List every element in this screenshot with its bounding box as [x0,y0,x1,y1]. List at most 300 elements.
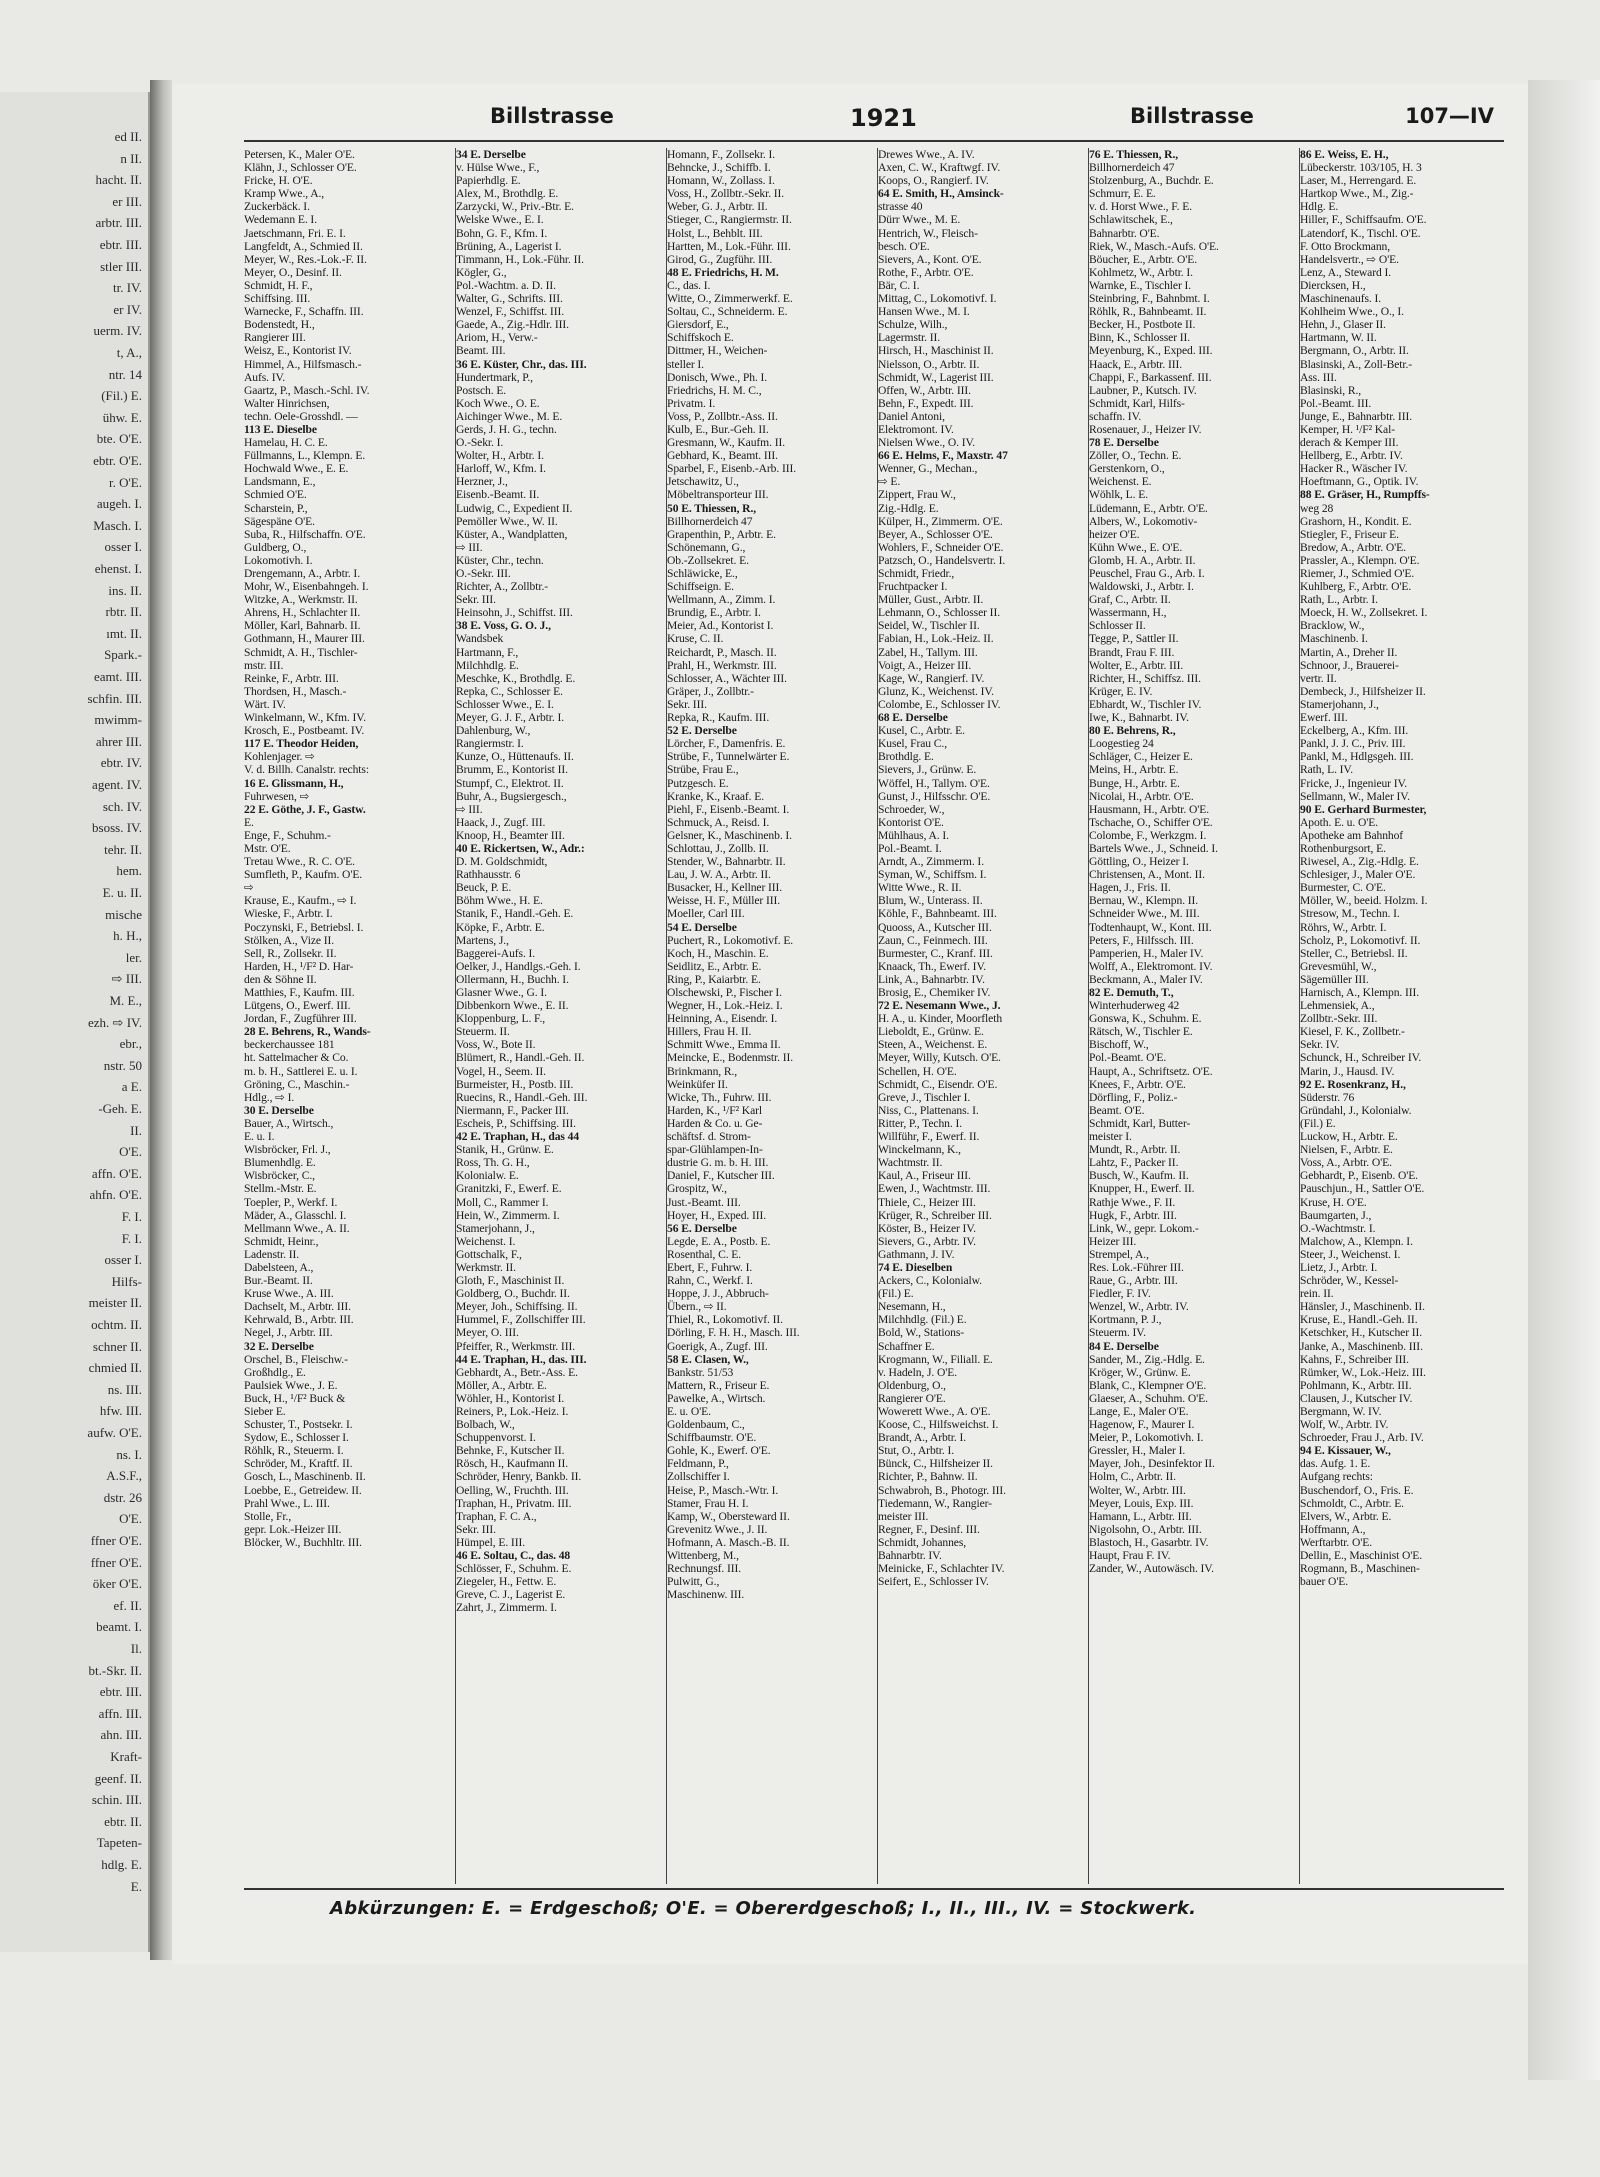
directory-entry: Alex, M., Brothdlg. E. [456,187,559,201]
directory-entry: Wellmann, A., Zimm. I. [667,593,776,607]
directory-entry: Ass. III. [1300,370,1337,384]
directory-entry: Hamann, L., Arbtr. III. [1089,1509,1192,1523]
previous-page-edge [0,92,150,1952]
directory-entry: Meier, Ad., Kontorist I. [667,619,774,633]
previous-page-fragment: arbtr. III. [95,215,142,231]
directory-entry: Schmidt, Johannes, [878,1535,967,1549]
directory-entry: Schönemann, G., [667,540,746,554]
directory-entry: Eckelberg, A., Kfm. III. [1300,724,1409,738]
directory-entry: Wicke, Th., Fuhrw. III. [667,1090,772,1104]
directory-entry: Milchhdlg. E. [456,658,519,672]
directory-entry: meister I. [1089,1130,1132,1144]
previous-page-fragment: O'E. [119,1144,142,1160]
directory-entry: Postsch. E. [456,383,507,397]
directory-entry: Brosig, E., Chemiker IV. [878,986,991,999]
directory-entry: Blum, W., Unterass. II. [878,894,983,908]
directory-entry: Rosenthal, C. E. [667,1247,742,1261]
directory-entry: Schläger, C., Heizer E. [1089,750,1193,764]
directory-entry: Heise, P., Masch.-Wtr. I. [667,1483,779,1497]
directory-entry: Greve, J., Tischler I. [878,1090,971,1104]
directory-entry: O.-Sekr. I. [456,436,504,450]
directory-entry: Schmidt, H. F., [244,278,313,292]
previous-page-fragment: (Fil.) E. [101,388,142,404]
directory-entry: Wachtmstr. II. [878,1156,943,1170]
house-number-entry: 76 E. Thiessen, R., [1089,148,1179,161]
directory-entry: Hamelau, H. C. E. [244,436,328,450]
directory-entry: Schmidt, Heinr., [244,1234,319,1248]
directory-entry: Kortmann, P. J., [1089,1313,1162,1327]
directory-entry: Witte Wwe., R. II. [878,881,962,895]
previous-page-fragment: r. O'E. [108,474,142,490]
directory-entry: Mühlhaus, A. I. [878,828,949,842]
directory-entry: Schroeder, W., [878,802,945,816]
directory-entry: Homann, F., Zollsekr. I. [667,148,776,161]
directory-entry: Pol.-Beamt. III. [1300,396,1372,410]
directory-entry: Schmidt, Karl, Hilfs- [1089,396,1185,410]
directory-entry: Stanik, F., Handl.-Geh. E. [456,907,574,921]
directory-entry: Zollbtr.-Sekr. III. [1300,1012,1378,1026]
directory-entry: Gohle, K., Ewerf. O'E. [667,1444,771,1458]
directory-entry: Böucher, E., Arbtr. O'E. [1089,252,1198,266]
directory-entry: Voss, W., Bote II. [456,1038,536,1052]
directory-entry: Chappi, F., Barkassenf. III. [1089,370,1212,384]
house-number-entry: 40 E. Rickertsen, W., Adr.: [456,841,585,855]
directory-entry: m. b. H., Sattlerei E. u. I. [244,1064,358,1078]
abbreviations-legend: Abkürzungen: E. = Erdgeschoß; O'E. = Obererdgeschoß; I., II., III., IV. = Stockwerk. [330,1898,1197,1919]
directory-entry: Bolbach, W., [456,1418,515,1432]
directory-entry: Greve, C. J., Lagerist E. [456,1588,566,1602]
directory-entry: (Fil.) E. [1300,1116,1336,1130]
directory-entry: Holm, C., Arbtr. II. [1089,1470,1176,1484]
directory-entry: Schlawitschek, E., [1089,213,1173,227]
directory-entry: Ebert, F., Fuhrw. I. [667,1260,753,1274]
directory-entry: Stolzenburg, A., Buchdr. E. [1089,174,1214,188]
book-gutter [150,80,172,1960]
directory-entry: Tschache, O., Schiffer O'E. [1089,815,1213,829]
directory-entry: Lenz, A., Steward I. [1300,265,1392,279]
directory-entry: Link, A., Bahnarbtr. IV. [878,972,985,986]
house-number-entry: 32 E. Derselbe [244,1339,314,1353]
directory-entry: Mohr, W., Eisenbahngeh. I. [244,580,369,594]
directory-entry: Bernau, W., Klempn. II. [1089,894,1199,908]
directory-entry: Hartten, M., Lok.-Führ. III. [667,239,791,253]
previous-page-fragment: M. E., [109,993,142,1008]
directory-entry: Wärt. IV. [244,697,286,711]
directory-entry: Brumm, E., Kontorist II. [456,763,568,777]
directory-entry: Mundt, R., Arbtr. II. [1089,1143,1181,1157]
previous-page-fragment: ed II. [114,129,142,144]
previous-page-fragment: ahfn. O'E. [89,1187,142,1203]
directory-entry: Bergmann, W. IV. [1300,1405,1382,1418]
previous-page-fragment: osser I. [104,1252,142,1268]
directory-entry: Thiel, R., Lokomotivf. II. [667,1313,783,1327]
directory-entry: Knupper, H., Ewerf. II. [1089,1182,1195,1196]
directory-entry: Zarzycki, W., Priv.-Btr. E. [456,200,574,214]
previous-page-fragment: beamt. I. [96,1619,142,1635]
house-number-entry: 117 E. Theodor Heiden, [244,737,359,751]
house-number-entry: 86 E. Weiss, E. H., [1300,148,1389,161]
directory-entry: Werkmstr. II. [456,1260,516,1274]
directory-entry: Hoeftmann, G., Optik. IV. [1300,475,1419,489]
directory-entry: Niss, C., Plattenans. I. [878,1103,979,1117]
directory-entry: Ziegeler, H., Fettw. E. [456,1575,557,1589]
directory-entry: Bünck, C., Hilfsheizer II. [878,1457,993,1471]
directory-entry: Dittmer, H., Weichen- [667,344,768,358]
directory-entry: Hein, W., Zimmerm. I. [456,1208,560,1222]
directory-entry: Böhm Wwe., H. E. [456,894,543,908]
directory-entry: Goldberg, O., Buchdr. II. [456,1287,570,1301]
directory-entry: Negel, J., Arbtr. III. [244,1326,333,1340]
directory-entry: H. A., u. Kinder, Moorfleth [878,1012,1003,1026]
house-number-entry: 36 E. Küster, Chr., das. III. [456,357,587,371]
directory-entry: Ruecins, R., Handl.-Geh. III. [456,1090,588,1104]
directory-entry: Blümert, R., Handl.-Geh. II. [456,1051,585,1065]
directory-entry: Rosenauer, J., Heizer IV. [1089,422,1202,436]
directory-entry: Schmidt, C., Eisendr. O'E. [878,1077,998,1091]
previous-page-fragment: bsoss. IV. [92,820,142,836]
directory-entry: Iwe, K., Bahnarbt. IV. [1089,711,1189,725]
directory-entry: Krüger, E. IV. [1089,684,1153,698]
directory-entry: Möller, W., beeid. Holzm. I. [1300,894,1428,908]
directory-entry: Strempel, A., [1089,1247,1149,1261]
previous-page-fragment: ns. I. [116,1446,142,1462]
previous-page-fragment: ehenst. I. [94,561,142,576]
previous-page-fragment: ins. II. [108,582,142,598]
directory-entry: Colombe, F., Werkzgm. I. [1089,828,1207,842]
directory-entry: Gröning, C., Maschin.- [244,1077,350,1091]
directory-entry: Pawelke, A., Wirtsch. [667,1391,766,1405]
house-number-entry: 68 E. Derselbe [878,711,948,725]
directory-entry: Stut, O., Arbtr. I. [878,1444,955,1458]
footer-rule [244,1888,1504,1890]
directory-entry: Bredow, A., Arbtr. O'E. [1300,540,1406,554]
directory-entry: Krüger, R., Schreiber III. [878,1208,992,1222]
directory-entry: steller I. [667,357,704,371]
directory-entry: Gerds, J. H. G., techn. [456,422,557,436]
directory-entry: Mattern, R., Friseur E. [667,1378,770,1392]
directory-entry: Lange, E., Maler O'E. [1089,1405,1189,1418]
previous-page-fragment: Tapeten- [96,1835,142,1851]
directory-entry: Stanik, H., Grünw. E. [456,1143,554,1157]
directory-entry: Brinkmann, R., [667,1064,738,1078]
directory-entry: Knoop, H., Beamter III. [456,828,565,842]
directory-entry: Hellberg, E., Arbtr. IV. [1300,449,1403,463]
directory-entry: Blumenhdlg. E. [244,1156,316,1170]
house-number-entry: 42 E. Traphan, H., das 44 [456,1130,580,1144]
previous-page-fragment: uerm. IV. [93,323,142,339]
directory-entry: Blank, C., Klempner O'E. [1089,1378,1207,1392]
directory-entry: Nicolai, H., Arbtr. O'E. [1089,789,1194,803]
previous-page-fragment: sch. IV. [102,798,142,814]
directory-entry: Grevenitz Wwe., J. II. [667,1522,768,1536]
previous-page-fragment: rbtr. II. [105,604,142,620]
directory-entry: Apoth. E. u. O'E. [1300,815,1378,829]
directory-entry: Haupt, A., Schriftsetz. O'E. [1089,1064,1213,1078]
directory-entry: Wisbröcker, Frl. J., [244,1143,331,1157]
directory-entry: Scholz, P., Lokomotivf. II. [1300,933,1421,947]
directory-entry: Nielsson, O., Arbtr. II. [878,357,980,371]
directory-entry: Röhlk, R., Bahnbeamt. II. [1089,305,1207,319]
directory-entry: Wieske, F., Arbtr. I. [244,907,333,921]
directory-entry: Winkelmann, W., Kfm. IV. [244,711,366,725]
directory-entry: Schmidt, Friedr., [878,567,955,580]
previous-page-fragment: osser I. [104,539,142,555]
directory-entry: Hofmann, A. Masch.-B. II. [667,1535,790,1549]
directory-entry: Malchow, A., Klempn. I. [1300,1234,1413,1248]
directory-entry: Christensen, A., Mont. II. [1089,868,1205,882]
directory-entry: Schröder, M., Kraftf. II. [244,1457,353,1471]
directory-entry: Rätsch, W., Tischler E. [1089,1025,1193,1039]
directory-entry: Schröder, W., Kessel- [1300,1274,1399,1288]
previous-page-fragment: ühw. E. [102,409,142,425]
directory-entry: Stamerjohann, J., [1300,697,1379,711]
previous-page-fragment: nstr. 50 [103,1057,142,1073]
directory-entry: Res. Lok.-Führer III. [1089,1260,1184,1274]
directory-entry: Meyer, W., Res.-Lok.-F. II. [244,252,367,266]
directory-entry: Junge, E., Bahnarbtr. III. [1300,409,1413,423]
directory-entry: Stiegler, F., Friseur E. [1300,527,1399,541]
directory-column-1 [244,148,449,1884]
directory-entry: Seidel, W., Tischler II. [878,619,980,633]
house-number-entry: 48 E. Friedrichs, H. M. [667,265,779,279]
directory-entry: Nesemann, H., [878,1300,946,1314]
directory-entry: Prassler, A., Klempn. O'E. [1300,553,1420,567]
directory-entry: Rothenburgsort, E. [1300,841,1386,855]
directory-entry: Schmidt, W., Lagerist III. [878,370,994,384]
directory-entry: Buhr, A., Bugsiergesch., [456,789,567,803]
directory-entry: Rothe, F., Arbtr. O'E. [878,265,974,279]
house-number-entry: 38 E. Voss, G. O. J., [456,619,551,633]
directory-entry: Richter, H., Schiffsz. III. [1089,671,1201,685]
directory-entry: Lütgens, O., Ewerf. III. [244,999,351,1013]
directory-entry: Übern., ⇨ II. [667,1300,727,1314]
directory-entry: Busch, W., Kaufm. II. [1089,1169,1189,1183]
directory-entry: Zahrt, J., Zimmerm. I. [456,1601,557,1615]
directory-entry: Hänsler, J., Maschinenb. II. [1300,1300,1425,1314]
previous-page-fragment: ebtr. II. [104,1813,142,1829]
directory-entry: Wolter, H., Arbtr. I. [456,449,544,463]
directory-entry: Schlosser Wwe., E. I. [456,697,554,711]
directory-entry: Lübeckerstr. 103/105, H. 3 [1300,161,1422,175]
directory-entry: Regner, F., Desinf. III. [878,1522,980,1536]
previous-page-fragment: a E. [121,1079,142,1095]
directory-entry: Köhle, F., Bahnbeamt. III. [878,907,997,921]
previous-page-fragment: ebtr. III. [99,237,142,252]
previous-page-fragment: A.S.F., [106,1468,142,1484]
directory-entry: Hummel, F., Zollschiffer III. [456,1313,586,1327]
directory-entry: Rechnungsf. III. [667,1562,742,1576]
directory-entry: Wisbröcker, C., [244,1169,315,1183]
directory-entry: Mäder, A., Glasschl. I. [244,1208,347,1222]
directory-entry: Sumfleth, P., Kaufm. O'E. [244,868,363,882]
directory-entry: Tiedemann, W., Rangier- [878,1496,992,1510]
directory-entry: Binn, K., Schlosser II. [1089,331,1191,345]
directory-entry: Sell, R., Zollsekr. II. [244,946,337,960]
directory-entry: beckerchaussee 181 [244,1038,335,1052]
directory-entry: Busacker, H., Kellner III. [667,881,783,895]
house-number-entry: 74 E. Dieselben [878,1260,953,1274]
directory-entry: Gelsner, K., Maschinenb. I. [667,828,792,842]
directory-entry: Fuhrwesen, ⇨ [244,789,310,803]
directory-entry: Poczynski, F., Betriebsl. I. [244,920,364,934]
house-number-entry: 94 E. Kissauer, W., [1300,1444,1391,1458]
previous-page-fragment: er IV. [113,301,142,317]
directory-entry: Billhornerdeich 47 [1089,161,1175,175]
directory-entry: Brothdlg. E. [878,750,934,764]
directory-entry: Toepler, P., Werkf. I. [244,1195,338,1209]
directory-entry: Wolter, E., Arbtr. III. [1089,658,1184,672]
directory-entry: Sellmann, W., Maler IV. [1300,789,1410,803]
directory-entry: Hillers, Frau H. II. [667,1025,752,1039]
directory-entry: Enge, F., Schuhm.- [244,828,331,842]
directory-entry: Guldberg, O., [244,540,307,554]
directory-entry: Gloth, F., Maschinist II. [456,1274,565,1288]
directory-entry: Puchert, R., Lokomotivf. E. [667,933,794,947]
directory-entry: Fiedler, F. IV. [1089,1287,1151,1301]
directory-entry: Drengemann, A., Arbtr. I. [244,567,360,580]
directory-entry: Schlesiger, J., Maler O'E. [1300,868,1416,882]
directory-entry: Syman, W., Schiffsm. I. [878,868,987,882]
directory-entry: Luckow, H., Arbtr. E. [1300,1130,1398,1144]
directory-entry: Mittag, C., Lokomotivf. I. [878,292,997,306]
directory-entry: Meincke, E., Bodenmstr. II. [667,1051,794,1065]
directory-entry: Oelling, W., Fruchth. III. [456,1483,569,1497]
previous-page-fragment: ns. III. [107,1381,142,1397]
directory-entry: Laubner, P., Kutsch. IV. [1089,383,1197,397]
directory-entry: Hausmann, H., Arbtr. O'E. [1089,802,1210,816]
directory-entry: Sägespäne O'E. [244,514,315,528]
directory-entry: Schläwicke, E., [667,567,738,580]
directory-entry: Niermann, F., Packer III. [456,1103,569,1117]
directory-entry: Hehn, J., Glaser II. [1300,318,1386,332]
directory-entry: Meier, P., Lokomotivh. I. [1089,1431,1204,1445]
directory-entry: Moll, C., Rammer I. [456,1195,549,1209]
directory-entry: Ebhardt, W., Tischler IV. [1089,697,1202,711]
house-number-entry: 92 E. Rosenkranz, H., [1300,1077,1406,1091]
directory-entry: Diercksen, H., [1300,278,1366,292]
directory-entry: Sekr. III. [456,1522,496,1536]
directory-entry: Kusel, C., Arbtr. E. [878,724,965,738]
directory-entry: Repka, R., Kaufm. III. [667,711,770,725]
directory-entry: Stresow, M., Techn. I. [1300,907,1400,921]
directory-entry: Haack, J., Zugf. III. [456,815,546,829]
directory-entry: Friedrichs, H. M. C., [667,383,762,397]
house-number-entry: 22 E. Göthe, J. F., Gastw. [244,802,366,816]
directory-entry: Schmurr, E. E. [1089,187,1156,201]
directory-entry: Heinning, A., Eisendr. I. [667,1012,778,1026]
directory-entry: Strübe, F., Tunnelwärter E. [667,750,790,764]
directory-entry: Weinküfer II. [667,1077,728,1091]
directory-entry: Gresmann, W., Kaufm. II. [667,436,786,450]
directory-entry: Kröger, W., Grünw. E. [1089,1365,1191,1379]
directory-entry: Röhrs, W., Arbtr. I. [1300,920,1387,934]
house-number-entry: 16 E. Glissmann, H., [244,776,344,790]
directory-entry: Schlösser, F., Schuhm. E. [456,1562,572,1576]
previous-page-fragment: affn. O'E. [91,1165,142,1181]
directory-entry: Pol.-Beamt. I. [878,841,942,855]
directory-entry: Heinsohn, J., Schiffst. III. [456,606,573,620]
previous-page-fragment: ebtr. O'E. [93,453,142,468]
previous-page-fragment: mische [105,906,142,922]
directory-entry: Möller, Karl, Bahnarb. II. [244,619,361,633]
house-number-entry: 56 E. Derselbe [667,1221,737,1235]
directory-entry: Pfeiffer, R., Werkmstr. III. [456,1339,576,1353]
directory-entry: Ladenstr. II. [244,1247,300,1261]
directory-entry: Schmidt, A. H., Tischler- [244,645,358,659]
directory-entry: Füllmanns, L., Klempn. E. [244,449,366,463]
directory-entry: Ollermann, H., Buchh. I. [456,972,569,986]
previous-page-fragment: bt.-Skr. II. [88,1662,142,1678]
directory-entry: Behn, F., Expedt. III. [878,396,974,410]
directory-entry: Gonswa, K., Schuhm. E. [1089,1012,1202,1026]
directory-entry: Schnoor, J., Brauerei- [1300,658,1399,672]
header-rule [244,140,1504,142]
directory-entry: ht. Sattelmacher & Co. [244,1051,349,1065]
house-number-entry: 84 E. Derselbe [1089,1339,1159,1353]
directory-entry: Loogestieg 24 [1089,737,1154,751]
directory-entry: Ketschker, H., Kutscher II. [1300,1326,1423,1340]
directory-entry: Todtenhaupt, W., Kont. III. [1089,920,1212,934]
house-number-entry: 78 E. Derselbe [1089,436,1159,450]
directory-entry: Willführ, F., Ewerf. II. [878,1130,980,1144]
directory-entry: Beamt. III. [456,344,506,358]
directory-entry: Rath, L., Arbtr. I. [1300,593,1378,607]
directory-entry: F. Otto Brockmann, [1300,239,1391,253]
directory-entry: Steuerm. IV. [1089,1326,1146,1340]
directory-entry: Harden & Co. u. Ge- [667,1116,763,1130]
directory-entry: Beamt. O'E. [1089,1103,1145,1117]
directory-entry: Burmeister, H., Postb. III. [456,1077,574,1091]
directory-entry: Schmuck, A., Reisd. I. [667,815,770,829]
directory-entry: Süderstr. 76 [1300,1090,1355,1104]
directory-entry: Gunst, J., Hilfsschr. O'E. [878,789,991,803]
directory-entry: Marin, J., Hausd. IV. [1300,1064,1395,1078]
house-number-entry: 46 E. Soltau, C., das. 48 [456,1549,571,1563]
previous-page-fragment: Kraft- [110,1749,142,1764]
directory-entry: Sievers, G., Arbtr. IV. [878,1234,976,1248]
directory-entry: Zig.-Hdlg. E. [878,501,939,515]
directory-entry: Moeller, Carl III. [667,907,745,921]
directory-entry: Brandt, A., Arbtr. I. [878,1431,967,1445]
directory-entry: techn. Oele-Grosshdl. — [244,409,358,423]
previous-page-fragment: n II. [120,150,142,166]
previous-page-fragment: schfin. III. [87,690,142,706]
directory-entry: Sieber E. [244,1405,286,1418]
directory-entry: Zander, W., Autowäsch. IV. [1089,1562,1214,1576]
directory-entry: Stumpf, C., Elektrot. II. [456,776,564,790]
directory-entry: Klähn, J., Schlosser O'E. [244,161,357,175]
directory-entry: Wandsbek [456,632,504,646]
directory-entry: Fricke, H. O'E. [244,174,313,188]
directory-entry: Schlosser, A., Wächter III. [667,671,787,685]
directory-entry: derach & Kemper III. [1300,436,1399,450]
directory-entry: Himmel, A., Hilfsmasch.- [244,357,362,371]
directory-entry: Meinicke, F., Schlachter IV. [878,1562,1005,1576]
directory-entry: Gosch, L., Maschinenb. II. [244,1470,366,1484]
directory-entry: Oldenburg, O., [878,1378,946,1392]
directory-entry: Meyer, Willy, Kutsch. O'E. [878,1051,1001,1065]
directory-entry: Jetschawitz, U., [667,475,739,489]
directory-entry: Mstr. O'E. [244,841,291,855]
directory-entry: Weber, G. J., Arbtr. II. [667,200,768,214]
directory-entry: Stolle, Fr., [244,1509,292,1523]
directory-entry: Kramp Wwe., A., [244,187,325,201]
directory-entry: Oelker, J., Handlgs.-Geh. I. [456,959,581,973]
directory-column-6 [1299,148,1505,1884]
directory-entry: Richter, A., Zollbtr.- [456,580,549,594]
header-street-right: Billstrasse [1130,104,1254,128]
directory-entry: Harden, K., ¹/F² Karl [667,1103,763,1117]
